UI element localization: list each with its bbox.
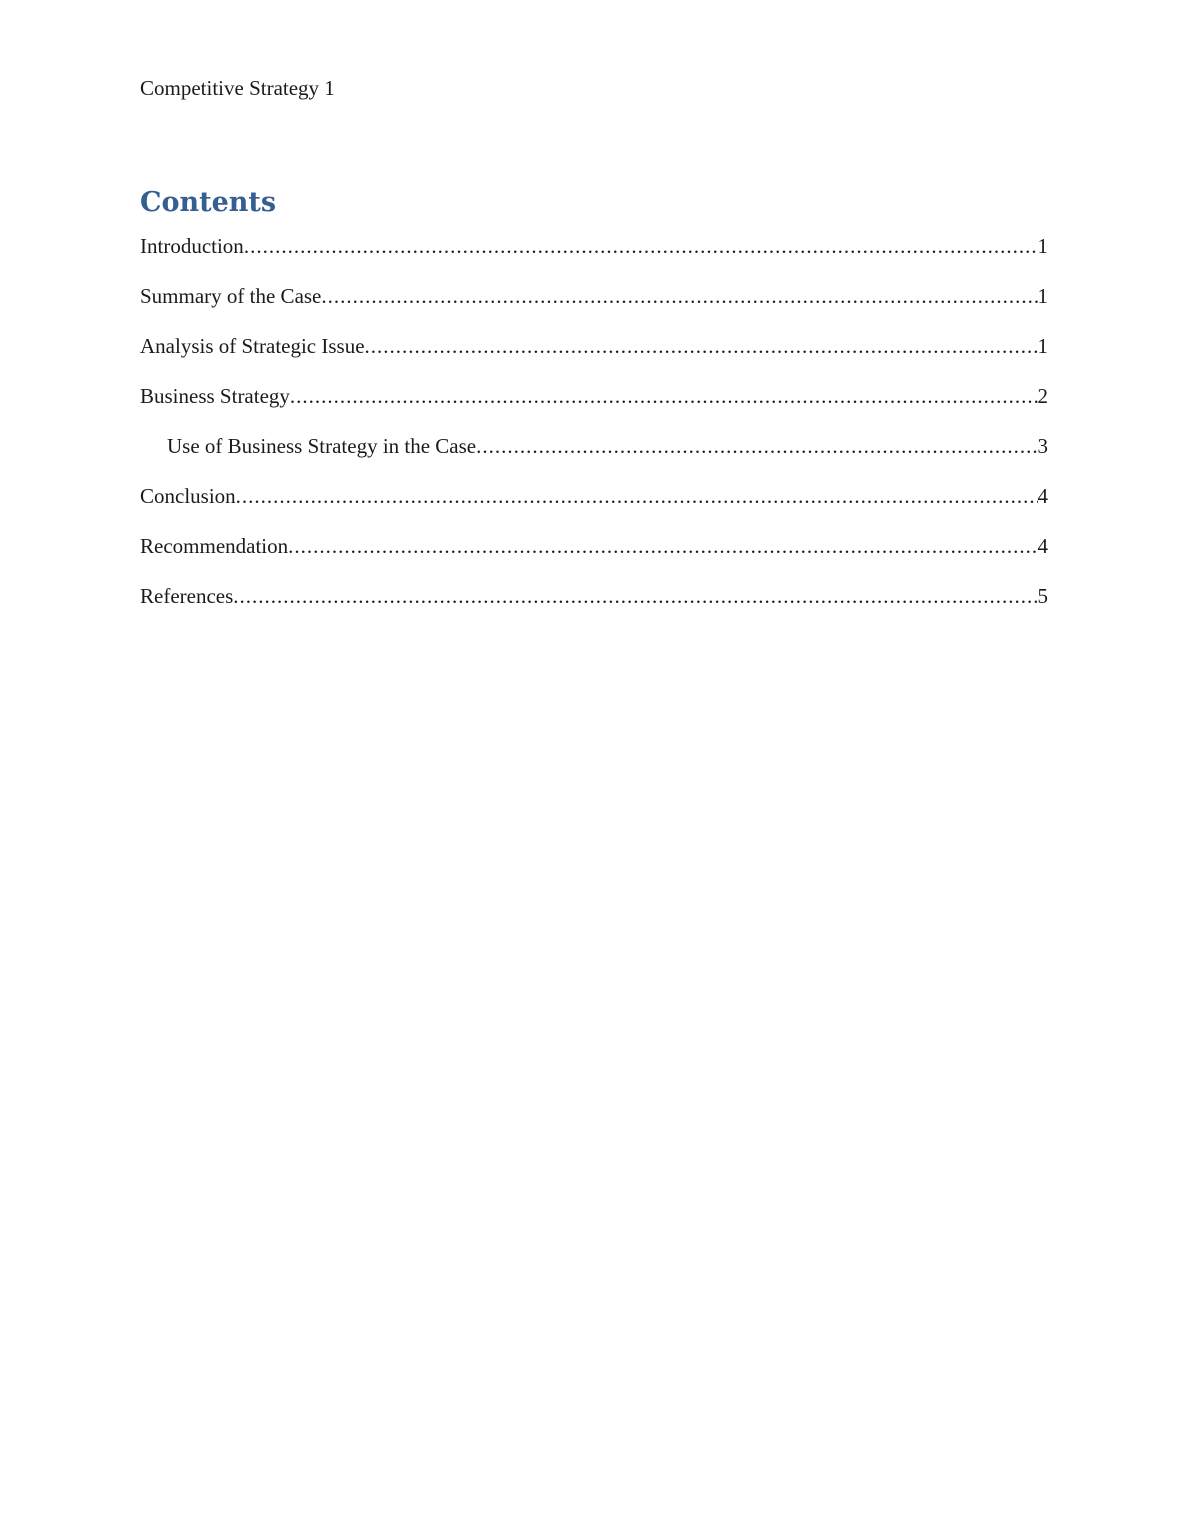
- toc-page-number: 4: [1037, 484, 1048, 508]
- toc-entry-label: Conclusion: [140, 484, 236, 508]
- toc-dot-leader: [236, 482, 1038, 511]
- toc-page-number: 1: [1037, 234, 1048, 258]
- toc-entry-summary-of-the-case[interactable]: [140, 282, 1048, 311]
- toc-page-number: 3: [1037, 434, 1048, 458]
- toc-entry-label: Use of Business Strategy in the Case: [167, 434, 477, 458]
- toc-dot-leader: [321, 282, 1037, 311]
- toc-dot-leader: [476, 432, 1037, 461]
- toc-entry-conclusion[interactable]: [140, 482, 1048, 511]
- toc-entry-label: Analysis of Strategic Issue: [140, 334, 365, 358]
- table-of-contents: [140, 232, 1048, 611]
- toc-entry-introduction[interactable]: [140, 232, 1048, 261]
- toc-page-number: 1: [1037, 334, 1048, 358]
- toc-entry-analysis-of-strategic-issue[interactable]: [140, 332, 1048, 361]
- toc-entry-use-of-business-strategy[interactable]: [140, 432, 1048, 461]
- toc-entry-references[interactable]: [140, 582, 1048, 611]
- running-header: Competitive Strategy 1: [140, 76, 335, 100]
- toc-entry-business-strategy[interactable]: [140, 382, 1048, 411]
- toc-entry-label: Business Strategy: [140, 384, 290, 408]
- toc-dot-leader: [290, 382, 1038, 411]
- toc-entry-label: Recommendation: [140, 534, 289, 558]
- toc-dot-leader: [365, 332, 1038, 361]
- toc-page-number: 4: [1037, 534, 1048, 558]
- toc-entry-label: Introduction: [140, 234, 244, 258]
- toc-page-number: 1: [1037, 284, 1048, 308]
- toc-entry-label: References: [140, 584, 234, 608]
- toc-dot-leader: [244, 232, 1038, 261]
- toc-page-number: 2: [1037, 384, 1048, 408]
- toc-entry-recommendation[interactable]: [140, 532, 1048, 561]
- toc-dot-leader: [288, 532, 1037, 561]
- toc-page-number: 5: [1037, 584, 1048, 608]
- contents-heading: Contents: [140, 187, 277, 218]
- toc-dot-leader: [233, 582, 1037, 611]
- toc-entry-label: Summary of the Case: [140, 284, 322, 308]
